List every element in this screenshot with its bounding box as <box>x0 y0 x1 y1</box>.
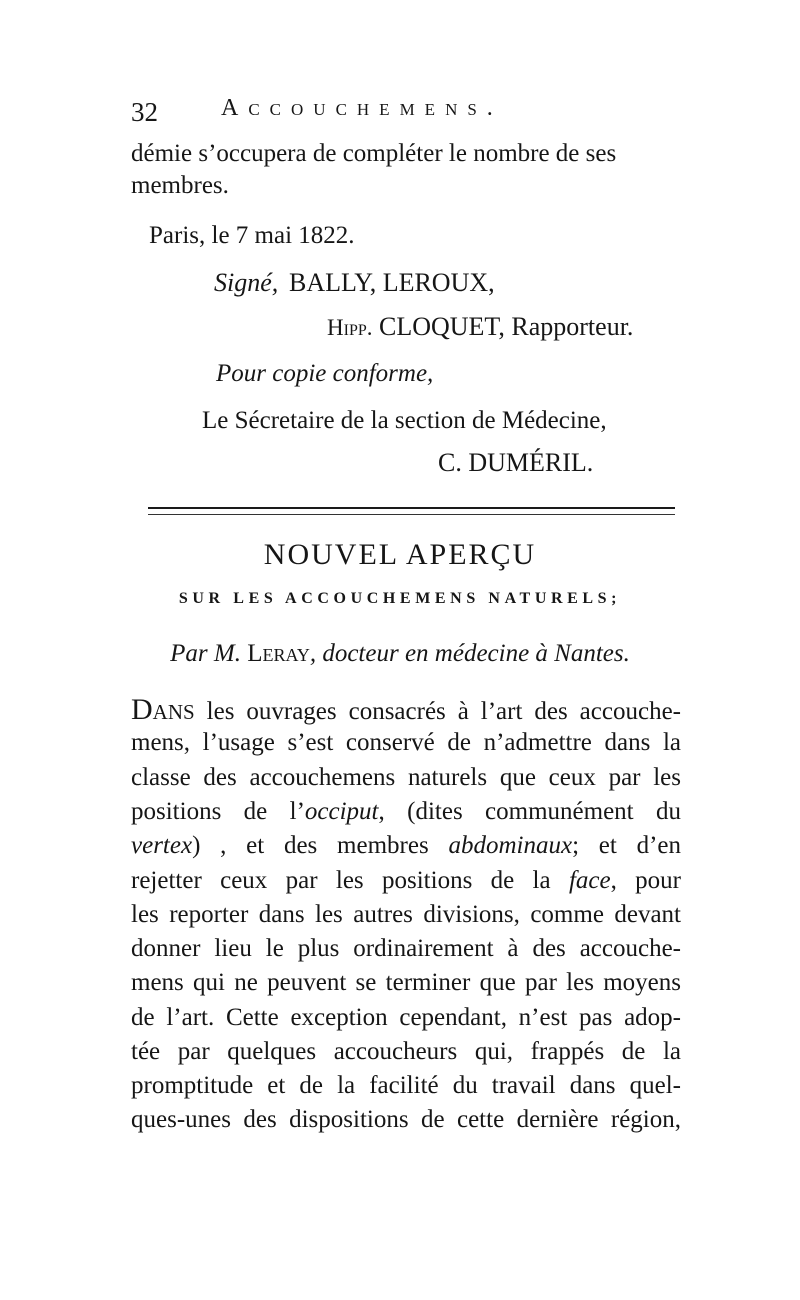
body-line: promptitude et de la facilité du travail dans quel- <box>131 1072 681 1099</box>
continuation-line: membres. <box>131 172 229 199</box>
body-line: de l’art. Cette exception cependant, n’est pas adop- <box>131 1004 681 1031</box>
byline-suffix: , docteur en médecine à Nantes. <box>309 640 630 667</box>
body-line: donner lieu le plus ordinairement à des accouche- <box>131 935 681 962</box>
article-title: NOUVEL APERÇU <box>263 538 537 571</box>
signed-names: BALLY, LEROUX, <box>289 268 495 297</box>
body-line: tée par quelques accoucheurs qui, frappés de la <box>131 1038 681 1065</box>
body-line: vertex) , et des membres abdominaux; et d’en <box>131 832 681 859</box>
page-number: 32 <box>131 97 158 127</box>
body-line: ques-unes des dispositions de cette dernière région, <box>131 1106 681 1133</box>
body-line: mens, l’usage s’est conservé de n’admettre dans la <box>131 729 681 756</box>
byline-prefix: Par M. <box>170 640 241 667</box>
rapporteur-name: CLOQUET, Rapporteur. <box>379 312 634 341</box>
body-line: classe des accouchemens naturels que ceux par les <box>131 764 681 791</box>
continuation-line: démie s’occupera de compléter le nombre de ses <box>131 140 617 167</box>
body-line: rejetter ceux par les positions de la face, pour <box>131 867 681 894</box>
byline-author: Leray <box>247 640 310 667</box>
body-line: Dans les ouvrages consacrés à l’art des accouche- <box>131 693 681 726</box>
secretaire-name: C. DUMÉRIL. <box>438 448 594 477</box>
secretaire-line: Le Sécretaire de la section de Médecine, <box>202 407 607 434</box>
rapporteur-prefix: Hipp. <box>327 315 373 340</box>
running-title: Accouchemens. <box>221 95 503 121</box>
body-line: les reporter dans les autres divisions, comme devant <box>131 901 681 928</box>
copie-conforme: Pour copie conforme, <box>216 360 434 387</box>
body-line: positions de l’occiput, (dites communément du <box>131 798 681 825</box>
byline <box>0 640 800 668</box>
drop-word: Dans <box>131 693 195 726</box>
body-line: mens qui ne peuvent se terminer que par les moyens <box>131 969 681 996</box>
rapporteur-line <box>327 312 633 342</box>
section-divider <box>148 507 675 515</box>
article-subtitle: SUR LES ACCOUCHEMENS NATURELS; <box>178 590 622 607</box>
signature-date: Paris, le 7 mai 1822. <box>149 222 355 249</box>
signed-prefix: Signé, <box>214 268 279 297</box>
